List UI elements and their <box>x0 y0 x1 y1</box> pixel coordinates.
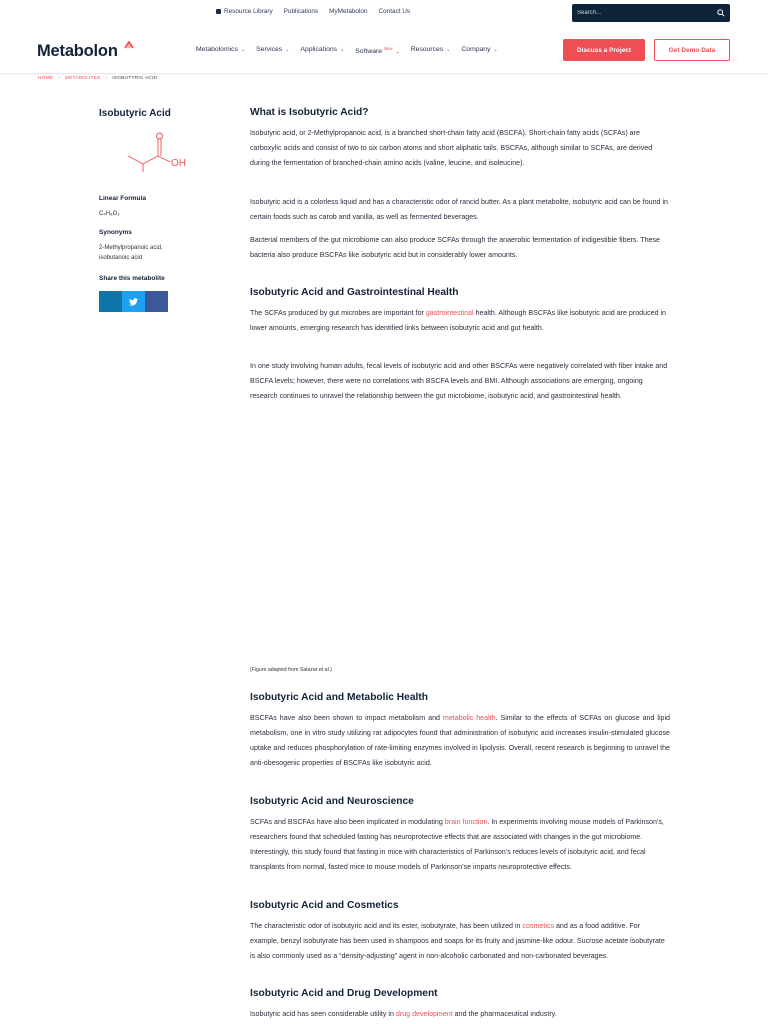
resource-library-link[interactable]: Resource Library <box>216 8 273 15</box>
utility-links <box>216 8 410 15</box>
paragraph-properties: Isobutyric acid is a colorless liquid and has a characteristic odor of rancid butter. As a plant metabolite, isobutyric acid can be found in certain foods such as carob and vanilla, as well as fermented beverages. <box>250 198 668 221</box>
metabolite-sidebar <box>99 108 209 282</box>
share-buttons <box>99 291 168 312</box>
heading-metabolic-health: Isobutyric Acid and Metabolic Health <box>250 692 428 703</box>
nav-item-company[interactable]: Company ⌄ <box>461 46 498 53</box>
paragraph-gut-health: The SCFAs produced by gut microbes are important for gastrointestinal health. Although BSCFAs like isobutyric acid are produced in lower amounts, emerging research has identified links between isobutyric acid and gut health. <box>250 309 667 332</box>
nav-item-metabolomics[interactable]: Metabolomics ⌄ <box>196 46 246 53</box>
gastrointestinal-link[interactable]: gastrointestinal <box>425 309 474 317</box>
chevron-down-icon: ⌄ <box>285 47 290 53</box>
search-input[interactable] <box>572 4 712 22</box>
paragraph-drug-development: Isobutyric acid has seen considerable utility in drug development and the pharmaceutical industry. <box>250 1010 557 1018</box>
nav-item-applications[interactable]: Applications ⌄ <box>300 46 345 53</box>
metabolic-health-link[interactable]: metabolic health <box>442 714 496 722</box>
get-demo-data-button[interactable]: Get Demo Data <box>654 39 730 61</box>
book-icon <box>216 9 221 14</box>
nav-menu <box>196 46 509 55</box>
share-twitter-button[interactable] <box>122 291 145 312</box>
paragraph-human-study: In one study involving human adults, fecal levels of isobutyric acid and other BSCFAs were negatively correlated with fiber intake and BSCFA levels; however, there were no correlations with BSCFA levels and BMI. Although associations are emerging, ongoing research continues to unravel the relationship between the gut microbiome, isobutyric acid, and gastrointestinal health. <box>250 362 668 400</box>
synonym-item: isobutanoic acid <box>99 255 143 261</box>
synonyms-heading: Synonyms <box>99 229 132 236</box>
utility-bar <box>0 0 768 28</box>
brain-function-link[interactable]: brain function <box>444 818 488 826</box>
paragraph-cosmetics: The characteristic odor of isobutyric acid and its ester, isobutyrate, has been utilized in cosmetics and as a food additive. For example, benzyl isobutyrate has been used in shampoos and soaps for its fruity and jasmine-like odour. Sucrose acetate isobutyrate is also commonly used as a “density-adjusting” agent in non-alcoholic carbonated and non-carbonated beverages. <box>250 922 665 960</box>
nav-item-services[interactable]: Services ⌄ <box>256 46 290 53</box>
share-linkedin-button[interactable] <box>99 291 122 312</box>
paragraph-definition: Isobutyric acid, or 2-Methylpropanoic acid, is a branched short-chain fatty acid (BSCFA). Short-chain fatty acids (SCFAs) are carboxylic acids and consist of two to six carbon atoms and short aliphatic tails. BSCFAs, although similar to SCFAs, are derived during the fermentation of branched-chain amino acids (valine, leucine, and isoleucine). <box>250 129 653 167</box>
chevron-down-icon: ⌄ <box>240 47 246 53</box>
paragraph-metabolism: BSCFAs have also been shown to impact metabolism and metabolic health. Similar to the effects of SCFAs on glucose and lipid metabolism, one in vitro study utilizing rat adipocytes found that administration of isobutyric acid increases insulin-stimulated glucose uptake and reduces phosphorylation of rate-limiting enzymes involved in lipolysis. Overall, recent research is beginning to unravel the anti-obesogenic properties of BSCFAs like isobutyric acid. <box>250 714 670 767</box>
heading-gastrointestinal: Isobutyric Acid and Gastrointestinal Health <box>250 287 459 298</box>
mymetabolon-link[interactable]: MyMetabolon <box>329 8 368 15</box>
heading-neuroscience: Isobutyric Acid and Neuroscience <box>250 796 414 807</box>
logo-mark-icon <box>124 41 134 49</box>
discuss-project-button[interactable]: Discuss a Project <box>563 39 645 61</box>
breadcrumb-metabolites[interactable]: METABOLITES <box>65 76 101 81</box>
heading-cosmetics: Isobutyric Acid and Cosmetics <box>250 900 399 911</box>
synonym-item: 2-Methylpropanoic acid, <box>99 245 163 251</box>
chemical-structure-diagram <box>123 131 193 173</box>
chevron-down-icon: ⌄ <box>446 47 451 53</box>
breadcrumb-separator: › <box>58 76 61 81</box>
breadcrumb-home[interactable]: HOME <box>38 76 54 81</box>
paragraph-microbiome: Bacterial members of the gut microbiome can also produce SCFAs through the anaerobic fermentation of indigestible fibers. These bacteria also produce BSCFAs like isobutyric acid but in considerably lower amounts. <box>250 236 660 259</box>
breadcrumb <box>38 76 157 81</box>
metabolon-logo[interactable]: Metabolon <box>37 42 118 60</box>
paragraph-neuroscience: SCFAs and BSCFAs have also been implicated in modulating brain function. In experiments involving mouse models of Parkinson’s, researchers found that scheduled fasting has neuroprotective effects that are associated with changes in the gut microbiome. Interestingly, this study found that fasting in mice with characteristics of Parkinson’s reduces levels of isobutyric acid, and fecal transplants from normal, fasted mice to mouse models of Parkinson’se imparts neuroprotective effects. <box>250 818 664 871</box>
drug-development-link[interactable]: drug development <box>395 1010 453 1018</box>
nav-item-software[interactable]: Software $^{New}$⌄ <box>355 46 400 55</box>
breadcrumb-current: ISOBUTYRIC ACID <box>112 76 158 81</box>
nav-item-resources[interactable]: Resources ⌄ <box>410 46 451 53</box>
main-navigation <box>0 28 768 74</box>
search-icon[interactable] <box>717 9 725 17</box>
chevron-down-icon: ⌄ <box>493 47 498 53</box>
linear-formula-value: C₄H₈O₂ <box>99 211 120 217</box>
chevron-down-icon: ⌄ <box>340 47 345 53</box>
share-facebook-button[interactable] <box>145 291 168 312</box>
linear-formula-heading: Linear Formula <box>99 195 146 202</box>
breadcrumb-separator: › <box>105 76 108 81</box>
chevron-down-icon: ⌄ <box>395 49 400 55</box>
share-heading: Share this metabolite <box>99 275 165 282</box>
cosmetics-link[interactable]: cosmetics <box>522 922 555 930</box>
hydroxyl-label: OH <box>171 158 186 169</box>
search-box <box>572 4 730 22</box>
metabolite-title: Isobutyric Acid <box>99 108 171 119</box>
publications-link[interactable]: Publications <box>283 8 319 15</box>
heading-drug-development: Isobutyric Acid and Drug Development <box>250 988 438 999</box>
contact-us-link[interactable]: Contact Us <box>378 8 411 15</box>
heading-what-is: What is Isobutyric Acid? <box>250 107 369 118</box>
twitter-icon <box>129 298 138 306</box>
figure-caption: (Figure adapted from Salazar et al.) <box>250 667 332 673</box>
new-badge: New <box>384 46 393 51</box>
